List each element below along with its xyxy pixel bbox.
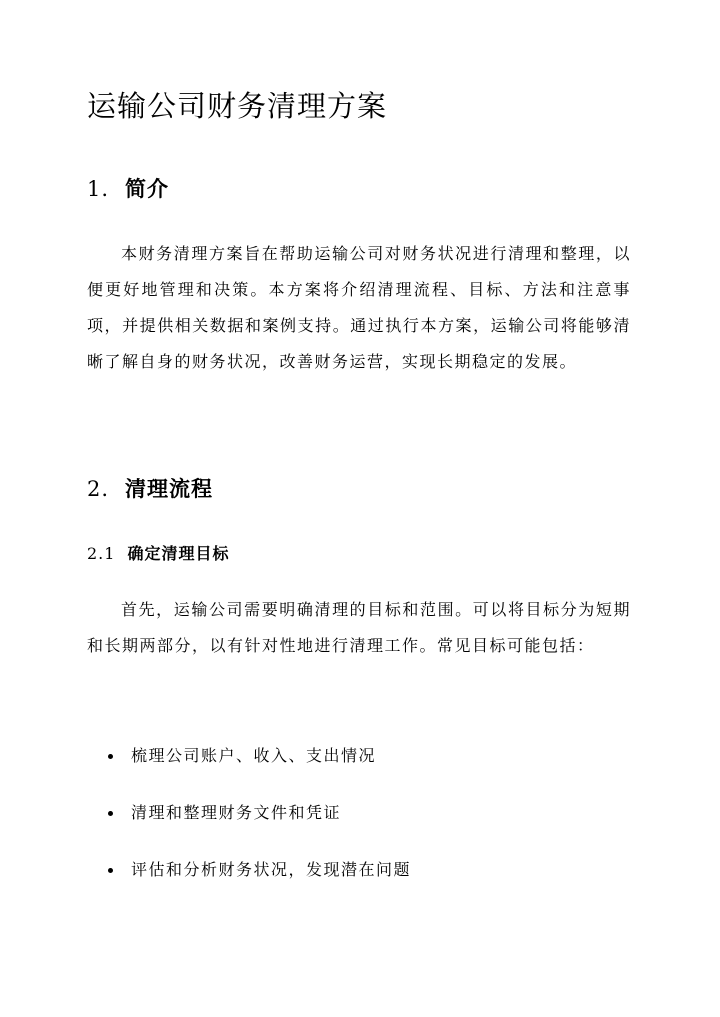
section-title: 简介 [125,176,170,201]
section-number: 1. [87,177,110,201]
subsection-number: 2.1 [87,544,116,563]
list-item [87,738,647,795]
document-title: 运输公司财务清理方案 [87,89,388,123]
subsection-heading-goals [87,542,229,566]
section-heading-process [87,474,213,504]
list-item-text: 梳理公司账户、收入、支出情况 [131,746,377,765]
list-item [87,852,647,909]
bullet-dot-icon [108,868,113,873]
section-number: 2. [87,477,110,501]
bullet-dot-icon [108,811,113,816]
list-item-text: 清理和整理财务文件和凭证 [131,803,342,822]
list-item-text: 评估和分析财务状况，发现潜在问题 [131,860,412,879]
section-heading-intro [87,174,169,204]
bullet-dot-icon [108,754,113,759]
goals-list [87,738,647,909]
section-title: 清理流程 [125,476,214,501]
intro-paragraph: 本财务清理方案旨在帮助运输公司对财务状况进行清理和整理，以便更好地管理和决策。本方案将介绍清理流程、目标、方法和注意事项，并提供相关数据和案例支持。通过执行本方案，运输公司将能够清晰了解自身的财务状况，改善财务运营，实现长期稳定的发展。 [87,244,631,371]
subsection-title: 确定清理目标 [127,544,230,563]
list-item [87,795,647,852]
goals-paragraph: 首先，运输公司需要明确清理的目标和范围。可以将目标分为短期和长期两部分，以有针对性地进行清理工作。常见目标可能包括： [87,600,631,655]
